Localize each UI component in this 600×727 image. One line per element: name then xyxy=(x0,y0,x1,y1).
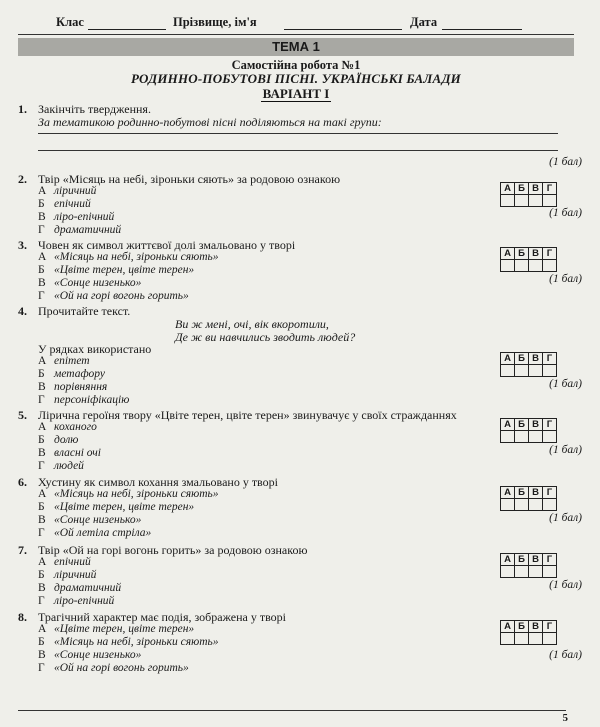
question-8 xyxy=(18,610,574,672)
option-c[interactable] xyxy=(38,649,141,661)
question-text: Твір «Місяць на небі, зіроньки сяють» за родовою ознакою xyxy=(38,172,341,186)
option-text: драматичний xyxy=(54,582,122,594)
answer-grid[interactable] xyxy=(500,247,558,273)
score-label: (1 бал) xyxy=(549,649,582,661)
option-letter: А xyxy=(38,185,47,197)
option-text: драматичний xyxy=(54,224,122,236)
topic-banner: ТЕМА 1 xyxy=(18,38,574,56)
option-letter: Б xyxy=(38,434,45,446)
score-label: (1 бал) xyxy=(549,512,582,524)
question-number: 3. xyxy=(18,238,27,252)
answer-grid-table xyxy=(500,553,557,578)
question-1 xyxy=(18,102,574,172)
question-text: Хустину як символ кохання змальовано у творі xyxy=(38,475,278,489)
option-letter: А xyxy=(38,355,47,367)
answer-grid-table xyxy=(500,418,557,443)
option-text: «Ой на горі вогонь горить» xyxy=(54,290,189,302)
question-text: Човен як символ життєвої долі змальовано у творі xyxy=(38,238,296,252)
option-text: долю xyxy=(54,434,79,446)
option-letter: А xyxy=(38,556,47,568)
option-letter: Б xyxy=(38,264,45,276)
grid-answer-cell[interactable] xyxy=(529,365,543,377)
answer-line-2[interactable] xyxy=(38,150,558,151)
option-text: порівняння xyxy=(54,381,108,393)
grid-letter-cell: А xyxy=(501,353,515,365)
option-text: власні очі xyxy=(54,447,101,459)
question-number: 2. xyxy=(18,172,27,186)
option-c[interactable] xyxy=(38,277,141,289)
grid-letter-cell: Б xyxy=(515,621,529,633)
grid-letter-cell: В xyxy=(529,248,543,260)
option-c[interactable] xyxy=(38,582,121,594)
option-letter: Г xyxy=(38,460,45,472)
answer-grid-table xyxy=(500,352,557,377)
variant-heading xyxy=(18,86,574,102)
option-letter: В xyxy=(38,514,46,526)
option-letter: Г xyxy=(38,290,45,302)
grid-letter-cell: А xyxy=(501,248,515,260)
question-prompt: За тематикою родинно-побутові пісні поділяються на такі групи: xyxy=(38,115,382,129)
grid-answer-cell[interactable] xyxy=(529,566,543,578)
question-3 xyxy=(18,238,574,300)
option-b[interactable] xyxy=(38,636,219,648)
grid-letter-cell: В xyxy=(529,621,543,633)
option-a[interactable] xyxy=(38,421,97,433)
grid-letter-cell: Г xyxy=(543,183,557,195)
option-b[interactable] xyxy=(38,368,105,380)
grid-letter-cell: Г xyxy=(543,248,557,260)
option-letter: Б xyxy=(38,569,45,581)
answer-line-1[interactable] xyxy=(38,133,558,134)
grid-answer-cell[interactable] xyxy=(501,365,515,377)
date-label: Дата xyxy=(410,15,438,29)
option-text: «Сонце низенько» xyxy=(54,514,142,526)
option-d[interactable] xyxy=(38,224,121,236)
answer-grid-table xyxy=(500,486,557,511)
score-label: (1 бал) xyxy=(549,378,582,390)
footer-divider xyxy=(18,710,566,711)
grid-answer-cell[interactable] xyxy=(501,195,515,207)
grid-letter-cell: В xyxy=(529,554,543,566)
option-text: «Цвіте терен, цвіте терен» xyxy=(54,501,195,513)
grid-answer-cell[interactable] xyxy=(515,499,529,511)
question-text: Прочитайте текст. xyxy=(38,304,131,318)
poem-line-2: Де ж ви навчились зводить людей? xyxy=(175,330,356,344)
score-label: (1 бал) xyxy=(549,156,582,168)
option-text: коханого xyxy=(54,421,97,433)
answer-grid[interactable] xyxy=(500,553,558,579)
option-letter: Г xyxy=(38,662,45,674)
date-field[interactable] xyxy=(442,29,522,30)
page-title: РОДИННО-ПОБУТОВІ ПІСНІ. УКРАЇНСЬКІ БАЛАДИ xyxy=(131,71,461,86)
question-2 xyxy=(18,172,574,234)
grid-letter-cell: А xyxy=(501,554,515,566)
grid-letter-cell: В xyxy=(529,353,543,365)
question-lead: У рядках використано xyxy=(38,342,152,356)
question-5 xyxy=(18,408,574,470)
grid-letter-cell: Б xyxy=(515,183,529,195)
option-letter: Г xyxy=(38,595,45,607)
option-d[interactable] xyxy=(38,460,84,472)
option-letter: В xyxy=(38,649,46,661)
grid-letter-cell: Б xyxy=(515,554,529,566)
option-letter: А xyxy=(38,623,47,635)
grid-letter-cell: Б xyxy=(515,419,529,431)
option-text: ліро-епічний xyxy=(54,595,115,607)
grid-answer-cell[interactable] xyxy=(543,566,557,578)
grid-letter-cell: Г xyxy=(543,621,557,633)
grid-answer-cell[interactable] xyxy=(515,260,529,272)
option-letter: Г xyxy=(38,224,45,236)
surname-label: Прізвище, ім'я xyxy=(173,15,257,29)
option-text: «Цвіте терен, цвіте терен» xyxy=(54,264,195,276)
grid-answer-cell[interactable] xyxy=(543,633,557,645)
grid-letter-cell: В xyxy=(529,419,543,431)
score-label: (1 бал) xyxy=(549,444,582,456)
header-divider xyxy=(18,34,574,35)
grid-letter-cell: Г xyxy=(543,353,557,365)
option-d[interactable] xyxy=(38,595,114,607)
option-letter: А xyxy=(38,488,47,500)
option-letter: А xyxy=(38,421,47,433)
grid-answer-cell[interactable] xyxy=(529,431,543,443)
grid-answer-cell[interactable] xyxy=(543,260,557,272)
grid-answer-cell[interactable] xyxy=(529,499,543,511)
question-text: Трагічний характер має подія, зображена у творі xyxy=(38,610,286,624)
question-6 xyxy=(18,475,574,537)
score-label: (1 бал) xyxy=(549,579,582,591)
option-b[interactable] xyxy=(38,264,194,276)
grid-answer-cell[interactable] xyxy=(515,431,529,443)
variant-label: ВАРІАНТ І xyxy=(262,86,330,101)
grid-answer-cell[interactable] xyxy=(501,260,515,272)
score-label: (1 бал) xyxy=(549,207,582,219)
answer-grid-table xyxy=(500,247,557,272)
grid-letter-cell: Б xyxy=(515,248,529,260)
question-number: 5. xyxy=(18,408,27,422)
option-text: «Сонце низенько» xyxy=(54,277,142,289)
grid-answer-cell[interactable] xyxy=(515,633,529,645)
question-number: 4. xyxy=(18,304,27,318)
question-text: Лірична героїня твору «Цвіте терен, цвіте терен» звинувачує у своїх стражданнях xyxy=(38,408,457,422)
class-label: Клас xyxy=(56,15,84,29)
grid-answer-cell[interactable] xyxy=(529,260,543,272)
question-text: Твір «Ой на горі вогонь горить» за родовою ознакою xyxy=(38,543,308,557)
option-letter: Б xyxy=(38,636,45,648)
grid-answer-cell[interactable] xyxy=(515,195,529,207)
option-letter: В xyxy=(38,211,46,223)
question-number: 8. xyxy=(18,610,27,624)
option-letter: Г xyxy=(38,394,45,406)
option-letter: В xyxy=(38,381,46,393)
grid-answer-cell[interactable] xyxy=(515,365,529,377)
option-text: «Ой летіла стріла» xyxy=(54,527,152,539)
option-a[interactable] xyxy=(38,355,90,367)
option-text: «Ой на горі вогонь горить» xyxy=(54,662,189,674)
grid-answer-cell[interactable] xyxy=(543,431,557,443)
page-number: 5 xyxy=(562,712,568,724)
grid-letter-cell: А xyxy=(501,419,515,431)
grid-letter-cell: Б xyxy=(515,353,529,365)
class-field[interactable] xyxy=(88,29,166,30)
grid-letter-cell: В xyxy=(529,487,543,499)
question-number: 6. xyxy=(18,475,27,489)
option-b[interactable] xyxy=(38,198,91,210)
answer-grid[interactable] xyxy=(500,418,558,444)
grid-answer-cell[interactable] xyxy=(543,499,557,511)
grid-answer-cell[interactable] xyxy=(515,566,529,578)
option-d[interactable] xyxy=(38,527,151,539)
grid-letter-cell: Г xyxy=(543,554,557,566)
option-letter: Б xyxy=(38,198,45,210)
option-text: метафору xyxy=(54,368,105,380)
option-c[interactable] xyxy=(38,211,114,223)
option-letter: Г xyxy=(38,527,45,539)
option-d[interactable] xyxy=(38,662,189,674)
option-text: «Сонце низенько» xyxy=(54,649,142,661)
option-text: «Цвіте терен, цвіте терен» xyxy=(54,623,195,635)
option-a[interactable] xyxy=(38,185,96,197)
option-text: «Місяць на небі, зіроньки сяють» xyxy=(54,636,219,648)
work-subtitle: Самостійна робота №1 xyxy=(231,58,361,72)
answer-grid[interactable] xyxy=(500,182,558,208)
surname-field[interactable] xyxy=(284,29,402,30)
question-7 xyxy=(18,543,574,605)
option-letter: Б xyxy=(38,368,45,380)
option-text: епітет xyxy=(54,355,90,367)
grid-answer-cell[interactable] xyxy=(501,566,515,578)
question-text: Закінчіть твердження. xyxy=(38,102,151,116)
answer-grid-table xyxy=(500,620,557,645)
answer-grid[interactable] xyxy=(500,486,558,512)
grid-letter-cell: Г xyxy=(543,487,557,499)
option-text: ліро-епічний xyxy=(54,211,115,223)
grid-letter-cell: А xyxy=(501,183,515,195)
option-text: епічний xyxy=(54,556,91,568)
grid-answer-cell[interactable] xyxy=(543,365,557,377)
poem-line-1: Ви ж мені, очі, вік вкоротили, xyxy=(175,317,329,331)
option-text: «Місяць на небі, зіроньки сяють» xyxy=(54,488,219,500)
grid-answer-cell[interactable] xyxy=(543,195,557,207)
option-a[interactable] xyxy=(38,251,219,263)
question-number: 7. xyxy=(18,543,27,557)
option-text: епічний xyxy=(54,198,91,210)
option-b[interactable] xyxy=(38,569,96,581)
option-text: ліричний xyxy=(54,569,97,581)
grid-letter-cell: В xyxy=(529,183,543,195)
grid-answer-cell[interactable] xyxy=(529,633,543,645)
option-letter: Б xyxy=(38,501,45,513)
option-text: людей xyxy=(54,460,84,472)
option-c[interactable] xyxy=(38,381,107,393)
grid-answer-cell[interactable] xyxy=(529,195,543,207)
option-c[interactable] xyxy=(38,514,141,526)
option-d[interactable] xyxy=(38,394,129,406)
option-letter: А xyxy=(38,251,47,263)
grid-letter-cell: Г xyxy=(543,419,557,431)
option-a[interactable] xyxy=(38,623,194,635)
question-number: 1. xyxy=(18,102,27,116)
option-text: ліричний xyxy=(54,185,97,197)
grid-letter-cell: Б xyxy=(515,487,529,499)
answer-grid[interactable] xyxy=(500,620,558,646)
grid-answer-cell[interactable] xyxy=(501,633,515,645)
answer-grid[interactable] xyxy=(500,352,558,378)
grid-letter-cell: А xyxy=(501,621,515,633)
grid-answer-cell[interactable] xyxy=(501,431,515,443)
option-d[interactable] xyxy=(38,290,189,302)
option-c[interactable] xyxy=(38,447,101,459)
option-b[interactable] xyxy=(38,434,78,446)
option-letter: В xyxy=(38,447,46,459)
answer-grid-table xyxy=(500,182,557,207)
grid-letter-cell: А xyxy=(501,487,515,499)
option-text: «Місяць на небі, зіроньки сяють» xyxy=(54,251,219,263)
option-letter: В xyxy=(38,582,46,594)
option-letter: В xyxy=(38,277,46,289)
option-b[interactable] xyxy=(38,501,194,513)
student-header xyxy=(18,12,574,34)
option-text: персоніфікацію xyxy=(54,394,130,406)
option-a[interactable] xyxy=(38,556,91,568)
score-label: (1 бал) xyxy=(549,273,582,285)
option-a[interactable] xyxy=(38,488,219,500)
grid-answer-cell[interactable] xyxy=(501,499,515,511)
